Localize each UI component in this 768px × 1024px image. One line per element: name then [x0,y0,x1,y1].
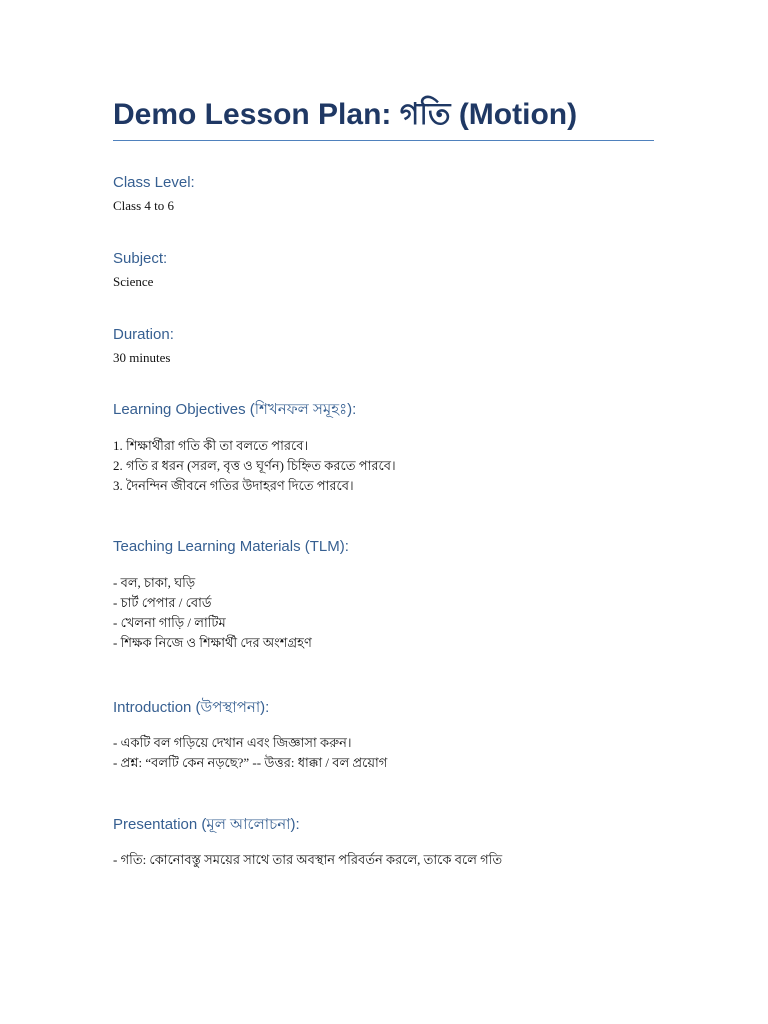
class-level-section [113,173,655,216]
list-item: - প্রশ্ন: “বলটি কেন নড়ছে?” -- উত্তর: ধাক্কা / বল প্রয়োগ [113,755,388,770]
subject-heading: Subject: [113,250,168,267]
subject-value: Science [113,274,154,289]
duration-heading: Duration: [113,326,174,343]
introduction-list [113,733,655,773]
introduction-heading: Introduction (উপস্থাপনা): [113,699,270,716]
learning-objectives-list [113,436,655,496]
class-level-heading: Class Level: [113,174,195,191]
list-item: - শিক্ষক নিজে ও শিক্ষার্থী দের অংশগ্রহণ [113,635,312,650]
list-item: - বল, চাকা, ঘড়ি [113,575,196,590]
tlm-list [113,573,655,653]
list-item: - একটি বল গড়িয়ে দেখান এবং জিজ্ঞাসা করুন। [113,735,352,750]
document-title: Demo Lesson Plan: গতি (Motion) [113,96,654,141]
list-item: 3. দৈনন্দিন জীবনে গতির উদাহরণ দিতে পারবে। [113,478,354,493]
tlm-section [113,537,655,653]
subject-section [113,249,655,292]
list-item: - চার্ট পেপার / বোর্ড [113,595,212,610]
learning-objectives-section [113,400,655,496]
duration-section [113,325,655,368]
tlm-heading: Teaching Learning Materials (TLM): [113,538,349,555]
list-item: 1. শিক্ষার্থীরা গতি কী তা বলতে পারবে। [113,438,309,453]
duration-value: 30 minutes [113,350,171,365]
list-item: - গতি: কোনোবস্তু সময়ের সাথে তার অবস্থান পরিবর্তন করলে, তাকে বলে গতি [113,852,503,867]
presentation-list [113,850,655,870]
class-level-value: Class 4 to 6 [113,198,175,213]
list-item: - খেলনা গাড়ি / লাটিম [113,615,226,630]
introduction-section [113,698,655,773]
learning-objectives-heading: Learning Objectives (শিখনফল সমূহঃ): [113,401,357,418]
list-item: 2. গতি র ধরন (সরল, বৃত্ত ও ঘূর্ণন) চিহ্নিত করতে পারবে। [113,458,396,473]
presentation-section [113,815,655,870]
presentation-heading: Presentation (মূল আলোচনা): [113,816,300,833]
